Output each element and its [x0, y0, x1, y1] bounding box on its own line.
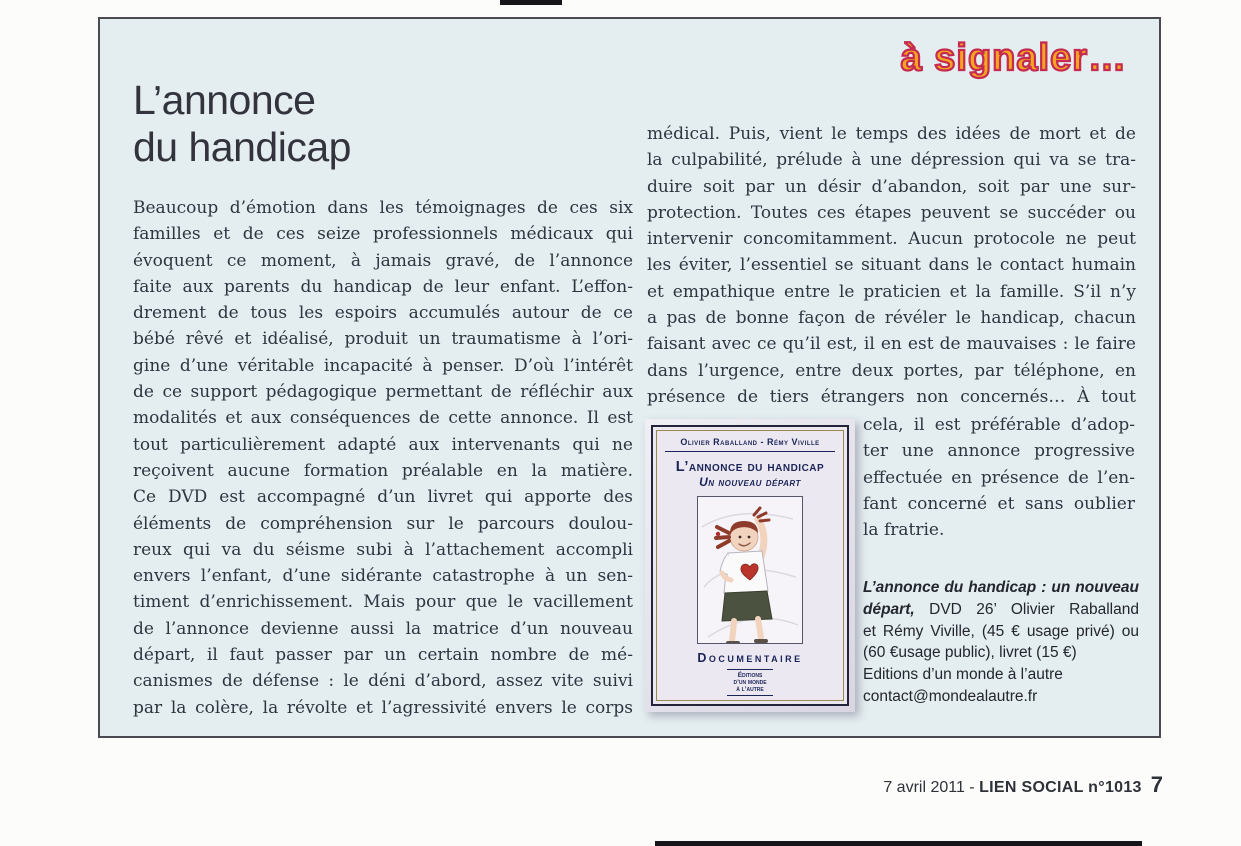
- text-line: et empathique entre le praticien et la famille. S’il n’y: [647, 281, 1136, 302]
- caption-line3: et Rémy Viville, (45 € usage privé) ou: [863, 622, 1139, 640]
- publisher-line3: à l’autre: [736, 686, 764, 693]
- text-line: présence de tiers étrangers non concernés… À tout: [647, 386, 1136, 407]
- text-line: éléments de compréhension sur le parcours doulou-: [133, 513, 633, 534]
- text-line: drement de tous les espoirs accumulés autour de ce: [133, 303, 633, 324]
- text-line: la culpabilité, prélude à une dépression qui va se tra-: [647, 150, 1136, 171]
- text-line: tout particulièrement adapté aux intervenants qui ne: [133, 434, 633, 455]
- text-line: bébé rêvé et idéalisé, produit un traumatisme à l’ori-: [133, 329, 633, 350]
- article-column-2-wrap: [863, 412, 1135, 543]
- footer-magazine: LIEN SOCIAL n°1013: [979, 779, 1142, 796]
- scan-artifact-bottom: [655, 841, 1142, 846]
- text-line: de l’annonce devienne aussi la matrice d’un nouveau: [133, 618, 633, 639]
- text-line: envers l’enfant, d’une sidérante catastrophe à un sen-: [133, 566, 633, 587]
- text-line: de ce support pédagogique permettant de réfléchir aux: [133, 382, 633, 403]
- text-line: Ce DVD est accompagné d’un livret qui apporte des: [133, 487, 633, 508]
- text-line: Beaucoup d’émotion dans les témoignages de ces six: [133, 198, 633, 218]
- caption-line2: [863, 599, 1139, 621]
- text-line: a pas de bonne façon de révéler le handicap, chacun: [647, 308, 1136, 329]
- text-line: cela, il est préférable d’adop-: [863, 415, 1135, 435]
- article-title-line2: du handicap: [133, 124, 351, 170]
- dvd-authors: Olivier Raballand - Rémy Viville: [665, 437, 836, 452]
- scan-artifact-top: [500, 0, 562, 5]
- text-line: protection. Toutes ces étapes peuvent se succéder ou: [647, 202, 1136, 223]
- publisher-logo: [727, 669, 772, 696]
- text-line: intervenir concomitamment. Aucun protocole ne peut: [647, 229, 1136, 250]
- page-footer: [0, 772, 1163, 798]
- text-line: évoquent ce moment, à jamais gravé, de l’annonce: [133, 250, 633, 271]
- caption-title-part2: départ,: [863, 600, 915, 618]
- text-line: familles et de ces seize professionnels médicaux qui: [133, 224, 633, 245]
- text-line: par la colère, la révolte et l’agressivité envers le corps: [133, 697, 633, 718]
- text-line: modalités et aux conséquences de cette annonce. Il est: [133, 408, 633, 429]
- text-line: la fratrie.: [863, 520, 945, 541]
- footer-page-number: 7: [1150, 772, 1163, 797]
- article-title-line1: L’annonce: [133, 77, 316, 123]
- text-line: faite aux parents du handicap de leur enfant. L’effon-: [133, 276, 633, 297]
- text-line: duire soit par un désir d’abandon, soit par une sur-: [647, 176, 1136, 197]
- text-line: canismes de défense : le déni d’abord, assez vite suivi: [133, 671, 633, 692]
- publisher-line1: Éditions: [737, 672, 763, 679]
- article-column-1: [133, 195, 633, 721]
- text-line: les éviter, l’essentiel se situant dans le contact humain: [647, 255, 1136, 276]
- text-line: ter une annonce progressive: [863, 441, 1135, 462]
- footer-date: 7 avril 2011 -: [883, 779, 980, 796]
- publisher-line2: d’un monde: [733, 679, 767, 686]
- caption-title-part1: L’annonce du handicap : un nouveau: [863, 579, 1139, 596]
- dvd-caption: [863, 577, 1139, 708]
- dvd-title: L’annonce du handicap: [675, 459, 825, 475]
- text-line: timent d’enrichissement. Mais pour que le vacillement: [133, 592, 633, 613]
- text-line: effectuée en présence de l’en-: [863, 467, 1135, 488]
- text-line: médical. Puis, vient le temps des idées de mort et de: [647, 124, 1136, 144]
- text-line: fant concerné et sans oublier: [863, 493, 1135, 514]
- caption-publisher: Editions d’un monde à l’autre: [863, 666, 1063, 684]
- dvd-cover-frame: [651, 425, 849, 706]
- text-line: reux qui va du séisme subi à l’attachement accompli: [133, 539, 633, 560]
- text-line: faisant avec ce qu’il est, il en est de mauvaises : le faire: [647, 334, 1136, 355]
- text-line: départ, il faut passer par un certain nombre de mé-: [133, 645, 633, 666]
- article-column-2-top: [647, 121, 1136, 410]
- caption-line4: (60 €usage public), livret (15 €): [863, 644, 1077, 662]
- text-line: reçoivent aucune formation préalable en la matière.: [133, 460, 633, 481]
- child-illustration: [697, 496, 803, 644]
- dvd-cover-inner: [656, 430, 844, 701]
- caption-credits-start: DVD 26’ Olivier Raballand: [914, 600, 1139, 618]
- article-panel: [98, 17, 1161, 738]
- text-line: gine d’une véritable incapacité à penser. D’où l’intérêt: [133, 355, 633, 376]
- article-title: [133, 77, 351, 171]
- caption-line1: [863, 577, 1139, 599]
- dvd-cover: [645, 419, 855, 712]
- dvd-genre: Documentaire: [697, 651, 803, 665]
- text-line: dans l’urgence, entre deux portes, par téléphone, en: [647, 360, 1136, 381]
- dvd-subtitle: Un nouveau départ: [699, 475, 801, 489]
- caption-email: contact@mondealautre.fr: [863, 687, 1038, 705]
- section-label: à signaler…: [900, 37, 1127, 79]
